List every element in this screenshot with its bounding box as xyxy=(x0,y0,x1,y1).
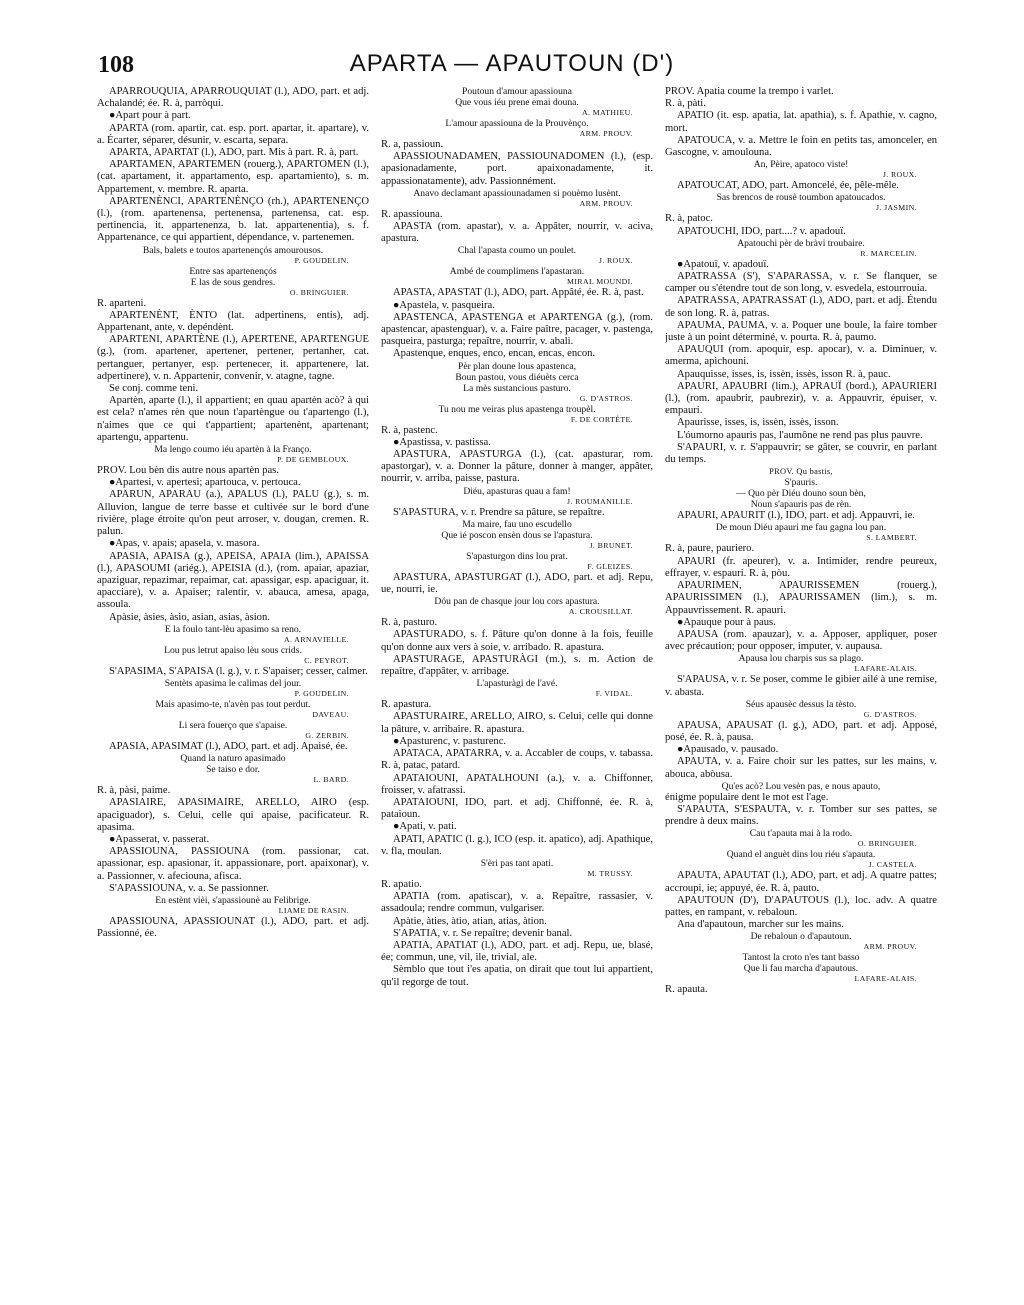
dictionary-quote: Boun pastou, vous diéuèts cerca xyxy=(455,371,579,383)
dictionary-attr: A. ARNAVIELLE. xyxy=(283,634,349,644)
dictionary-attr: S. LAMBERT. xyxy=(866,533,917,543)
dictionary-entry: S'APAURI, v. r. S'appauvrir; se gâter, se couvrir, en parlant du temps. xyxy=(665,441,937,466)
dictionary-attr: LAFARE-ALAIS. xyxy=(854,664,917,674)
dictionary-plain: énigme populaire dent le mot est l'age. xyxy=(665,791,829,803)
column-3 xyxy=(665,86,937,1298)
dictionary-var: ●Apastissa, v. pastissa. xyxy=(393,436,491,448)
dictionary-quote: Dóu pan de chasque jour lou cors apastura. xyxy=(434,596,600,608)
dictionary-plain: R. apauta. xyxy=(665,984,708,996)
dictionary-entry: APASSIOUNA, PASSIOUNA (rom. passionar, cat. apassionar, esp. apasionar, it. appassionare, port. apaixonar), v. a. Passionner, v. afeciouna, afisca. xyxy=(97,846,369,882)
dictionary-quote: En estènt vièi, s'apassiounè au Felibrige. xyxy=(155,894,311,906)
dictionary-plain: R. à, pàsi, paime. xyxy=(97,785,171,797)
dictionary-entry: APASSIOUNADAMEN, PASSIOUNADOMEN (l.), (esp. apasionadamente, port. apaixonadamente, it. appassionatamente), adv. Passionnément. xyxy=(381,151,653,187)
dictionary-entry: APASIAIRE, APASIMAIRE, ARELLO, AIRO (esp. apaciguador), s. Celui, celle qui apaise, pacificateur. R. apasima. xyxy=(97,797,369,833)
dictionary-quote: E la foulo tant-lèu apasimo sa reno. xyxy=(164,623,302,635)
dictionary-var: ●Apas, v. apais; apasela, v. masora. xyxy=(109,538,260,550)
dictionary-entry: APATOUCHI, IDO, part....? v. apadouï. xyxy=(677,225,846,237)
dictionary-entry: APATOUCAT, ADO, part. Amoncelé, ée, pêle-mêle. xyxy=(677,180,899,192)
dictionary-entry: Apartèn, aparte (l.), il appartient; en quau apartèn acò? à qui est cela? n'ames rèn que noun t'apartèngue ou t'apartengo (l.), n'aimes que ce qui t'appartient; apartenènt, apartenant; apartengu, appartenu. xyxy=(97,395,369,443)
dictionary-quote: Ma lengo coumo iéu apartèn à la Franço. xyxy=(154,444,312,456)
dictionary-quote: Quand la naturo apasimado xyxy=(180,753,286,765)
dictionary-quote: Diéu, apasturas quau a fam! xyxy=(463,485,571,497)
dictionary-quote: Cau t'apauta mai à la rodo. xyxy=(749,828,853,840)
dictionary-attr: LIAME DE RASIN. xyxy=(278,905,349,915)
dictionary-entry: Sèmblo que tout i'es apatia, on dirait que tout lui appartient, qu'il regorge de tout. xyxy=(381,964,653,988)
dictionary-attr: MIRAL MOUNDI. xyxy=(567,277,633,287)
column-2 xyxy=(381,86,653,1298)
dictionary-entry: L'óumorno apauris pas, l'aumône ne rend pas plus pauvre. xyxy=(677,429,923,441)
dictionary-entry: S'APAUSA, v. r. Se poser, comme le gibier ailé à une remise, v. abasta. xyxy=(665,674,937,698)
dictionary-attr: P. GOUDELIN. xyxy=(294,688,349,698)
dictionary-entry: APATAIOUNI, APATALHOUNI (a.), v. a. Chiffonner, froisser, v. afatrassi. xyxy=(381,772,653,796)
dictionary-entry: APASTA (rom. apastar), v. a. Appâter, nourrir, v. aciva, apastura. xyxy=(381,221,653,245)
dictionary-quote: Anavo declamant apassiounadamen si pouèmo lusènt. xyxy=(413,187,621,199)
dictionary-entry: APARTA (rom. apartir, cat. esp. port. apartar, it. apartare), v. a. Écarter, séparer, désunir, v. escarta, separa. xyxy=(97,122,369,146)
dictionary-quote: Mais apasimo-te, n'avèn pas tout perdut. xyxy=(155,698,311,710)
dictionary-entry: APAUTA, APAUTAT (l.), ADO, part. et adj. A quatre pattes; accroupi, ie; appuyé, ée. R. à, pauto. xyxy=(665,870,937,894)
dictionary-entry: APARTENI, APARTÈNE (l.), APERTENE, APARTENGUE (g.), (rom. apartener, apertener, pertener, pertanher, cat. pertanguer, pertanyer, esp. pertenecer, it. appartenere, lat. adpertinere), v. n. Appartenir, convenir, v. atagne, tagne. xyxy=(97,334,369,382)
dictionary-attr: J. BRUNET. xyxy=(589,540,633,550)
dictionary-quote: Entre sas apartenençós xyxy=(189,265,277,277)
dictionary-quote: De moun Diéu apauri me fau gagna lou pan. xyxy=(715,522,887,534)
dictionary-entry: APAURI (fr. apeurer), v. a. Intimider, rendre peureux, effrayer, v. espauri. R. à, pòu. xyxy=(665,555,937,579)
dictionary-attr: O. BRINGUIER. xyxy=(857,839,917,849)
dictionary-quote: S'èri pas tant apati. xyxy=(480,857,554,869)
dictionary-entry: APATIA, APATIAT (l.), ADO, part. et adj. Repu, ue, blasé, ée; commun, une, vil, ile, trivial, ale. xyxy=(381,939,653,964)
dictionary-entry: APARROUQUIA, APARROUQUIAT (l.), ADO, part. et adj. Achalandé; ée. R. à, parròqui. xyxy=(97,86,369,110)
dictionary-var: ●Apausado, v. pausado. xyxy=(677,744,779,756)
dictionary-entry: APAURIMEN, APAURISSEMEN (rouerg.), APAURISSIMEN (l.), APAURISSAMEN (lim.), s. m. Appauvrissement. R. apauri. xyxy=(665,580,937,616)
dictionary-attr: F. VIDAL. xyxy=(595,689,633,699)
dictionary-attr: F. GLEIZES. xyxy=(587,561,633,571)
dictionary-plain: R. à, paure, pauriero. xyxy=(665,543,755,555)
dictionary-entry: APAUTOUN (D'), D'APAUTOUS (l.), loc. adv. A quatre pattes, en rampant, v. rebaloun. xyxy=(665,894,937,918)
dictionary-entry: Apàtie, àties, àtio, atian, atias, àtion. xyxy=(393,915,547,927)
dictionary-attr: M. TRUSSY. xyxy=(587,868,633,878)
dictionary-attr: G. ZERBIN. xyxy=(305,730,349,740)
dictionary-entry: Se conj. comme teni. xyxy=(109,383,199,395)
dictionary-plain: PROV. Apatia coume la trempo i varlet. xyxy=(665,86,834,97)
dictionary-attr: DAVEAU. xyxy=(312,709,349,719)
dictionary-attr: G. D'ASTROS. xyxy=(579,393,633,403)
dictionary-attr: J. ROUMANILLE. xyxy=(566,496,633,506)
dictionary-entry: S'APASIMA, S'APAISA (l. g.), v. r. S'apaiser; cesser, calmer. xyxy=(109,665,368,677)
dictionary-plain: R. apatio. xyxy=(381,878,422,890)
dictionary-attr: A. MATHIEU. xyxy=(582,108,633,117)
dictionary-quote: Noun s'apauris pas de rèn. xyxy=(750,499,852,511)
dictionary-quote: Sas brencos de rousè toumbon apatoucados. xyxy=(716,192,886,204)
dictionary-quote: L'apasturàgi de l'avé. xyxy=(476,678,558,690)
dictionary-attr: J. JASMIN. xyxy=(875,203,917,213)
dictionary-entry: APATRASSA (S'), S'APARASSA, v. r. Se flanquer, se camper ou s'étendre tout de son long, v. esvedela, estourrouia. xyxy=(665,271,937,295)
dictionary-entry: APASTA, APASTAT (l.), ADO, part. Appâté, ée. R. à, past. xyxy=(393,287,644,299)
dictionary-quote: De rebaloun o d'apautoun. xyxy=(750,931,852,943)
dictionary-plain: PROV. Lou bèn dis autre nous apartèn pas. xyxy=(97,465,279,477)
dictionary-entry: Apaurisse, isses, is, issèn, issès, isson. xyxy=(677,417,839,429)
dictionary-quote: Poutoun d'amour apassiouna xyxy=(462,86,572,97)
dictionary-entry: APAUSA, APAUSAT (l. g.), ADO, part. et adj. Apposé, posé, ée. R. à, pausa. xyxy=(665,719,937,743)
dictionary-entry: APASIA, APAISA (g.), APEISA, APAIA (lim.), APAISSA (l.), APASOUMI (ariég.), APEISIA (d.), (rom. apaiar, apaziar, apaziguar, repazimar, repaimar, cat. apassigar, esp. apaciguar, it. apacciare), v. a. Apaiser; ralentir, v. abauca, amesa, apaga, assoula. xyxy=(97,550,369,611)
dictionary-entry: S'APAUTA, S'ESPAUTA, v. r. Tomber sur ses pattes, se prendre à deux mains. xyxy=(665,803,937,828)
dictionary-attr: A. CROUSILLAT. xyxy=(568,607,633,617)
dictionary-attr: P. GOUDELIN. xyxy=(294,255,349,265)
dictionary-entry: APARUN, APARAU (a.), APALUS (l.), PALU (g.), s. m. Alluvion, langue de terre basse et cultivée sur le bord d'une rivière, plage étroite qu'on peut arroser, v. dougan, cremen. R. palun. xyxy=(97,489,369,538)
dictionary-entry: Ana d'apautoun, marcher sur les mains. xyxy=(677,919,844,931)
dictionary-quote: Lou pus letrut apaiso lèu sous crids. xyxy=(164,644,302,656)
dictionary-entry: APAURI, APAUBRI (lim.), APRAUÏ (bord.), APAURIERI (l.), (rom. apaubrir, paubrezir), v. a. Appauvrir, épuiser, v. empauri. xyxy=(665,380,937,417)
dictionary-plain: R. à, pasturo. xyxy=(381,617,438,629)
dictionary-var: ●Apasserat, v. passerat. xyxy=(109,833,210,845)
dictionary-plain: R. a, passioun. xyxy=(381,139,444,150)
dictionary-entry: APASSIOUNA, APASSIOUNAT (l.), ADO, part. et adj. Passionné, ée. xyxy=(97,915,369,940)
dictionary-attr: C. PEYROT. xyxy=(304,655,349,665)
dictionary-entry: APATACA, APATARRA, v. a. Accabler de coups, v. tabassa. R. à, patac, patard. xyxy=(381,748,653,772)
dictionary-attr: J. CASTELA. xyxy=(868,860,917,870)
dictionary-var: ●Apasturenc, v. pasturenc. xyxy=(393,735,507,747)
dictionary-attr: J. ROUX. xyxy=(598,256,633,266)
dictionary-entry: APARTA, APARTAT (l.), ADO, part. Mis à part. R. à, part. xyxy=(109,147,359,159)
dictionary-entry: APATAIOUNI, IDO, part. et adj. Chiffonné, ée. R. à, pataioun. xyxy=(381,796,653,821)
dictionary-quote: L'amour apassiouna de la Prouvènço. xyxy=(445,118,589,129)
dictionary-attr: LAFARE-ALAIS. xyxy=(854,974,917,984)
dictionary-entry: APASTURAIRE, ARELLO, AIRO, s. Celui, celle qui donne la pâture, v. arribaire. R. apastura. xyxy=(381,711,653,735)
dictionary-entry: APASTURA, APASTURGAT (l.), ADO, part. et adj. Repu, ue, nourri, ie. xyxy=(381,571,653,596)
dictionary-quote: Apatouchi pèr de bràvi troubaire. xyxy=(737,237,865,249)
dictionary-var: ●Apatouï, v. apadouï. xyxy=(677,258,769,270)
dictionary-attr: ARM. PROUV. xyxy=(579,129,633,138)
dictionary-attr: F. DE CORTÈTE. xyxy=(570,414,633,424)
dictionary-entry: APASTURA, APASTURGA (l.), (cat. apasturar, rom. apastorgar), v. a. Donner la pâture, donner à manger, appâter, nourrir, v. arriba, paisse, pastura. xyxy=(381,449,653,485)
running-header: APARTA — APAUTOUN (D') xyxy=(349,50,675,77)
dictionary-entry: APAUSA (rom. apauzar), v. a. Apposer, appliquer, poser avec précaution; pour opposer, imputer, v. aupausa. xyxy=(665,628,937,653)
page-number: 108 xyxy=(98,52,134,78)
dictionary-quote: Quand el anguèt dins lou riéu s'apauta. xyxy=(726,849,876,861)
dictionary-quote: Sentèts apasima le calimas del jour. xyxy=(164,677,302,689)
dictionary-quote: Que li fau marcha d'apautous. xyxy=(743,963,859,975)
dictionary-entry: Apauquisse, isses, is, issèn, issès, isson R. à, pauc. xyxy=(677,368,891,380)
dictionary-plain: R. à, pàti. xyxy=(665,98,706,110)
dictionary-attr: L. BARD. xyxy=(313,775,349,785)
dictionary-quote: E las de sous gendres. xyxy=(190,276,276,288)
dictionary-entry: S'APASSIOUNA, v. a. Se passionner. xyxy=(109,882,269,894)
dictionary-plain: R. à, patoc. xyxy=(665,213,713,225)
dictionary-prov: PROV. Qu bastis, xyxy=(769,467,833,477)
dictionary-plain: R. aparteni. xyxy=(97,297,147,309)
dictionary-quote: Se taiso e dor. xyxy=(206,764,260,776)
dictionary-var: ●Apati, v. pati. xyxy=(393,821,457,833)
dictionary-entry: APAURI, APAURIT (l.), IDO, part. et adj. Appauvri, ie. xyxy=(677,510,915,522)
dictionary-var: ●Apart pour à part. xyxy=(109,110,191,122)
dictionary-attr: P. DE GEMBLOUX. xyxy=(277,455,349,465)
dictionary-entry: APARTENÈNCI, APARTENÈNÇO (rh.), APARTENENÇO (l.), (rom. apartenensa, pertenensa, partenensa, cat. esp. pertinencia, it. appartenenza, b. lat. appartenentia), s. f. Appartenance, ce qui appartient, dépendance, v. partenemen. xyxy=(97,195,369,244)
dictionary-var: ●Apartesi, v. apertesi; apartouca, v. pertouca. xyxy=(109,477,301,489)
dictionary-entry: APAUMA, PAUMA, v. a. Poquer une boule, la faire tomber juste à un point déterminé, v. pourta. R. à, paumo. xyxy=(665,319,937,344)
dictionary-quote: La mès sustancious pasturo. xyxy=(463,382,571,394)
dictionary-attr: ARM. PROUV. xyxy=(863,942,917,952)
dictionary-entry: APAUTA, v. a. Faire choir sur les pattes, sur les mains, v. abouca, abòusa. xyxy=(665,756,937,780)
dictionary-quote: Ambé de coumplimens l'apastaran. xyxy=(449,266,585,278)
dictionary-entry: APATIO (it. esp. apatia, lat. apathia), s. f. Apathie, v. cagno, mort. xyxy=(665,110,937,134)
dictionary-entry: APASTURAGE, APASTURÀGI (m.), s. m. Action de repaître, d'appâter, v. arribage. xyxy=(381,653,653,678)
dictionary-quote: S'pauris. xyxy=(784,477,818,489)
dictionary-quote: Que vous iéu prene emai douna. xyxy=(455,97,579,108)
dictionary-entry: APATI, APATIC (l. g.), ICO (esp. it. apatico), adj. Apathique, v. fla, moulan. xyxy=(381,833,653,857)
dictionary-quote: — Quo pèr Diéu douno soun bèn, xyxy=(736,488,866,500)
dictionary-quote: Chal l'apasta coumo un poulet. xyxy=(457,245,577,257)
dictionary-quote: S'apasturgon dins lou prat. xyxy=(466,550,568,562)
dictionary-plain: R. à, pastenc. xyxy=(381,424,438,436)
dictionary-entry: APATIA (rom. apatiscar), v. a. Repaître, rassasier, v. assadoula; rendre commun, vulgariser. xyxy=(381,891,653,915)
dictionary-entry: APATOUCA, v. a. Mettre le foin en petits tas, amonceler, en Gascogne, v. amoulouna. xyxy=(665,134,937,159)
dictionary-entry: APAUQUI (rom. apoquir, esp. apocar), v. a. Diminuer, v. amerma, apichouni. xyxy=(665,344,937,368)
dictionary-plain: R. apassiouna. xyxy=(381,208,443,220)
dictionary-var: ●Apauque pour à paus. xyxy=(677,616,776,628)
dictionary-entry: APARTENÈNT, ÈNTO (lat. adpertinens, entis), adj. Appartenant, ante, v. depéndènt. xyxy=(97,309,369,334)
dictionary-entry: APARTAMEN, APARTEMEN (rouerg.), APARTOMEN (l.), (cat. apartament, it. appartamento, esp. apartamiento), s. m. Appartement, v. membre. R. aparta. xyxy=(97,159,369,195)
dictionary-attr: ARM. PROUV. xyxy=(579,198,633,208)
dictionary-entry: APATRASSA, APATRASSAT (l.), ADO, part. et adj. Étendu de son long. R. à, patras. xyxy=(665,295,937,319)
dictionary-var: ●Apastela, v. pasqueira. xyxy=(393,299,495,311)
dictionary-attr: R. MARCELIN. xyxy=(860,248,917,258)
dictionary-quote: Apausa lou charpis sus sa plago. xyxy=(738,653,864,665)
dictionary-quote: Li sera fouerço que s'apaise. xyxy=(178,719,288,731)
dictionary-quote: Pèr plan doune lous apastenca, xyxy=(457,360,577,372)
dictionary-entry: S'APATIA, v. r. Se repaître; devenir banal. xyxy=(393,927,573,939)
dictionary-quote: Tu nou me veiras plus apastenga troupèl. xyxy=(438,403,596,415)
dictionary-entry: APASTENCA, APASTENGA et APARTENGA (g.), (rom. apastencar, apastenguar), v. a. Faire paître, pacager, v. pastenga, pasqueira, pasturga; repaître, nourrir, v. abali. xyxy=(381,311,653,348)
dictionary-entry: Apastenque, enques, enco, encan, encas, encon. xyxy=(393,348,596,360)
dictionary-quote: Séus apausèc dessus la tèsto. xyxy=(745,698,857,710)
column-1 xyxy=(97,86,369,1298)
dictionary-attr: G. D'ASTROS. xyxy=(863,709,917,719)
dictionary-quote: Ma maire, fau uno escudello xyxy=(462,518,572,530)
dictionary-quote: Bals, balets e toutos apartenençós amourousos. xyxy=(142,244,324,256)
dictionary-plain: R. apastura. xyxy=(381,699,432,711)
dictionary-entry: APASTURADO, s. f. Pâture qu'on donne à la fois, feuille qu'on donne aux vers à soie, v. arribado. R. apastura. xyxy=(381,629,653,653)
dictionary-quote: An, Pèire, apatoco viste! xyxy=(753,159,849,171)
dictionary-entry: APASIA, APASIMAT (l.), ADO, part. et adj. Apaisé, ée. xyxy=(109,740,348,752)
dictionary-quote: Tantost la croto n'es tant basso xyxy=(742,952,860,964)
dictionary-attr: J. ROUX. xyxy=(882,170,917,180)
dictionary-entry: S'APASTURA, v. r. Prendre sa pâture, se repaître. xyxy=(393,506,605,518)
dictionary-quote: Que ié poscon ensèn dous se l'apastura. xyxy=(441,529,593,541)
dictionary-entry: Apàsie, àsies, àsio, asian, asias, àsion. xyxy=(109,611,270,623)
dictionary-attr: O. BRINGUIER. xyxy=(289,287,349,297)
dictionary-quote: Qu'es acò? Lou vesèn pas, e nous apauto, xyxy=(721,780,881,792)
